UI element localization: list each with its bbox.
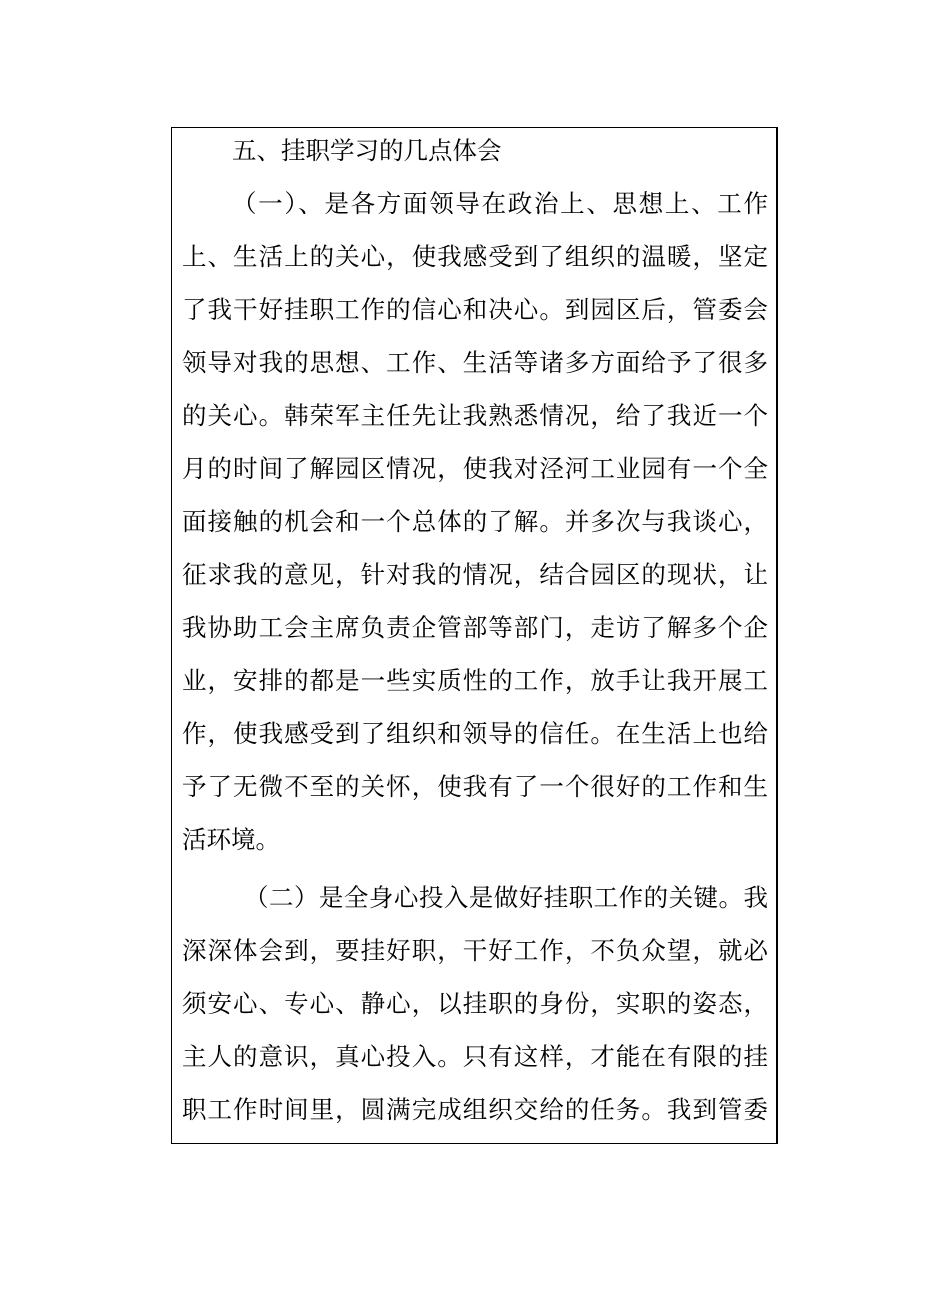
paragraph-line: 我协助工会主席负责企管部等部门，走访了解多个企 xyxy=(182,613,768,642)
paragraph-line: （一）、是各方面领导在政治上、思想上、工作 xyxy=(232,189,768,218)
paragraph-line: 须安心、专心、静心，以挂职的身份，实职的姿态， xyxy=(182,989,768,1018)
paragraph-line: 作，使我感受到了组织和领导的信任。在生活上也给 xyxy=(182,719,768,748)
section-heading: 五、挂职学习的几点体会 xyxy=(232,136,502,165)
paragraph-line: 面接触的机会和一个总体的了解。并多次与我谈心， xyxy=(182,507,768,536)
paragraph-line: 月的时间了解园区情况，使我对泾河工业园有一个全 xyxy=(182,454,768,483)
paragraph-line: 上、生活上的关心，使我感受到了组织的温暖，坚定 xyxy=(182,242,768,271)
paragraph-line: 领导对我的思想、工作、生活等诸多方面给予了很多 xyxy=(182,348,768,377)
paragraph-line: 征求我的意见，针对我的情况，结合园区的现状，让 xyxy=(182,560,768,589)
paragraph-line: 主人的意识，真心投入。只有这样，才能在有限的挂 xyxy=(182,1042,768,1071)
paragraph-line: 予了无微不至的关怀，使我有了一个很好的工作和生 xyxy=(182,772,768,801)
paragraph-line: 深深体会到，要挂好职，干好工作，不负众望，就必 xyxy=(182,936,768,965)
paragraph-line: 的关心。韩荣军主任先让我熟悉情况，给了我近一个 xyxy=(182,401,768,430)
paragraph-line: （二）是全身心投入是做好挂职工作的关键。我 xyxy=(244,883,768,912)
text-frame xyxy=(171,127,778,1144)
paragraph-line: 业，安排的都是一些实质性的工作，放手让我开展工 xyxy=(182,666,768,695)
paragraph-line: 活环境。 xyxy=(182,825,280,854)
paragraph-line: 职工作时间里，圆满完成组织交给的任务。我到管委 xyxy=(182,1095,768,1124)
paragraph-line: 了我干好挂职工作的信心和决心。到园区后，管委会 xyxy=(182,295,768,324)
